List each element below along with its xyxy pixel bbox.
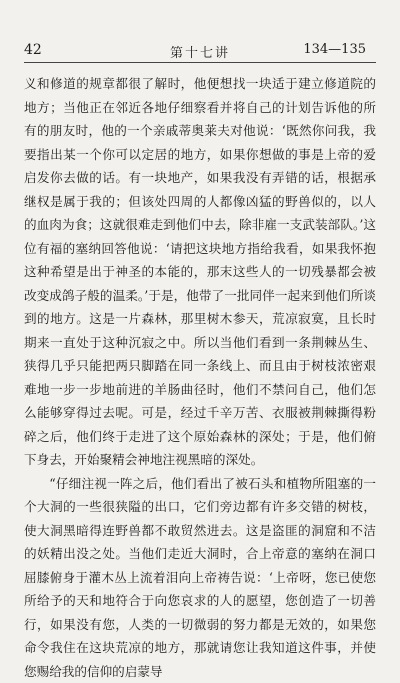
paragraph: 义和修道的规章都很了解时，他便想找一块适于建立修道院的地方；当他正在邻近各地仔细察看并将自己的计划告诉他的所有的朋友时，他的一个亲戚蒂奥莱夫对他说：‘既然你问我，我要指出某一个你可以定居的地方，如果你想做的事是上帝的爱启发你去做的话。有一块地产，如果我没有弄错的话，根据承继权是属于我的；但该处四周的人都像凶猛的野兽似的，以人的血肉为食；这就很难走到他们中去，除非雇一支武装部队。’这位有福的塞纳回答他说：‘请把这块地方指给我看，如果我怀抱这种希望是出于神圣的本能的，那末这些人的一切残暴都会被改变成鸽子般的温柔。’于是，他带了一批同伴一起来到他们所谈到的地方。这是一片森林，那里树木参天，荒凉寂寞，且长时期来一直处于这种沉寂之中。所以当他们看到一条荆棘丛生、狭得几乎只能把两只脚踏在同一条线上、而且由于树枝浓密艰难地一步一步地前进的羊肠曲径时，他们不禁问自己，他们怎么能够穿得过去呢。可是，经过千辛万苦、衣服被荆棘撕得粉碎之后，他们终于走进了这个原始森林的深处；于是，他们俯下身去，开始聚精会神地注视黑暗的深处。 [24,72,376,472]
page-header [24,40,376,60]
chapter-title: 第十七讲 [24,42,376,61]
section-range: 134—135 [303,42,366,57]
paragraph: “仔细注视一阵之后，他们看出了被石头和植物所阻塞的一个大洞的一些很狭隘的出口，它们旁边都有许多交错的树枝，使大洞黑暗得连野兽都不敢贸然进去。这是盗匪的洞窟和不洁的妖精出没之处。当他们走近大洞时，合上帝意的塞纳在洞口屈膝俯身于灌木丛上流着泪向上帝祷告说：‘上帝呀，您已使您所给予的天和地符合于向您哀求的人的愿望，您创造了一切善行，如果没有您，人类的一切微弱的努力都是无效的，如果您命令我住在这块荒凉的地方，那就请您让我知道这件事，并使您赐给我的信仰的启蒙导 [24,472,376,683]
page-number: 42 [24,42,42,58]
body-text [24,72,376,683]
header-rule [24,62,376,63]
